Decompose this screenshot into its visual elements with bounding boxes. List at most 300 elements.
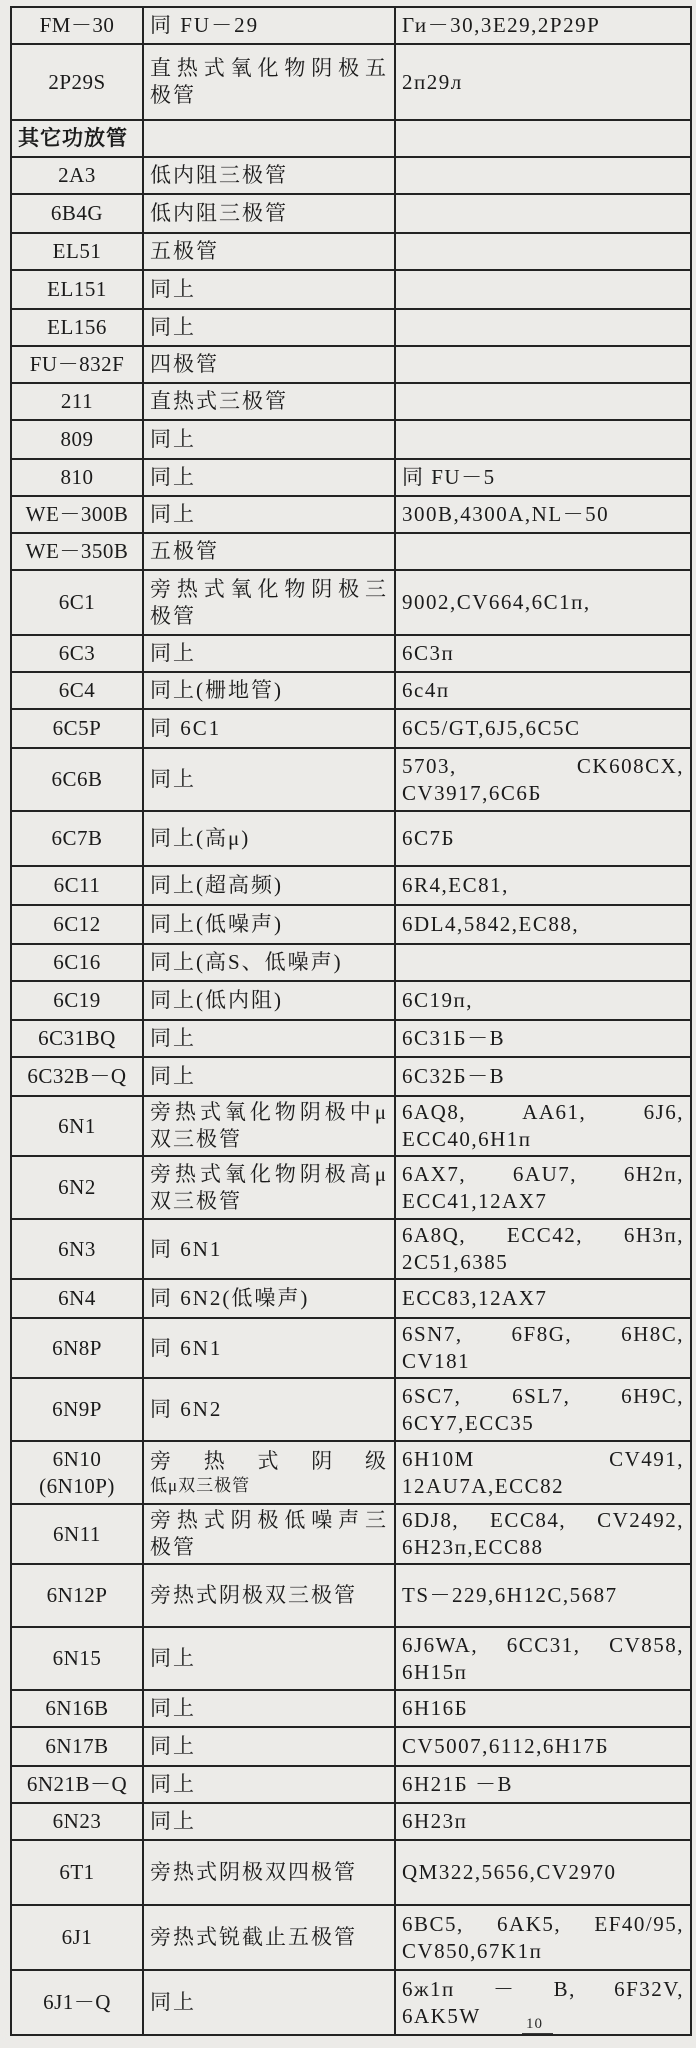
model-cell bbox=[11, 1564, 143, 1627]
model-cell bbox=[11, 270, 143, 309]
model-cell bbox=[11, 309, 143, 346]
table-row bbox=[11, 1803, 691, 1840]
equivalent-cell bbox=[395, 1564, 691, 1627]
description-text: 同上 bbox=[150, 277, 196, 301]
equivalent-cell bbox=[395, 1727, 691, 1766]
table-row bbox=[11, 748, 691, 811]
equivalent-cell bbox=[395, 7, 691, 44]
model-text: 6N21B－Q bbox=[26, 1772, 128, 1796]
model-text: 6C16 bbox=[53, 950, 101, 974]
model-cell bbox=[11, 1156, 143, 1219]
equivalent-text: 12AU7A,ECC82 bbox=[402, 1473, 565, 1498]
model-text: 6C32B－Q bbox=[27, 1064, 127, 1088]
description-cell bbox=[143, 270, 395, 309]
model-cell bbox=[11, 635, 143, 672]
model-text: 6C11 bbox=[53, 873, 101, 897]
table-row bbox=[11, 1766, 691, 1803]
model-text: FU－832F bbox=[29, 352, 125, 376]
model-cell bbox=[11, 1970, 143, 2035]
equivalent-text: QM322,5656,CV2970 bbox=[402, 1860, 617, 1884]
equivalent-text: 6AX7, 6AU7, 6H2п, bbox=[402, 1161, 684, 1186]
description-cell bbox=[143, 1504, 395, 1564]
description-cell bbox=[143, 1840, 395, 1905]
description-text: 同上(低噪声) bbox=[150, 912, 283, 936]
model-cell bbox=[11, 981, 143, 1020]
tube-table bbox=[10, 6, 692, 2036]
description-cell bbox=[143, 1905, 395, 1970]
page-number: 10 bbox=[522, 2016, 553, 2034]
table-row bbox=[11, 7, 691, 44]
model-text: 6C7B bbox=[51, 826, 103, 850]
model-cell bbox=[11, 420, 143, 459]
model-text: EL151 bbox=[47, 277, 107, 301]
description-text: 旁热式阴极低噪声三 bbox=[150, 1508, 388, 1532]
table-row bbox=[11, 1057, 691, 1096]
description-text: 同上 bbox=[150, 1734, 196, 1758]
description-text: 同上 bbox=[150, 1990, 196, 2014]
model-text: 6C1 bbox=[58, 590, 96, 614]
description-text: 同上(超高频) bbox=[150, 873, 283, 897]
description-text: 同上 bbox=[150, 1696, 196, 1720]
model-text: 6N16B bbox=[45, 1696, 109, 1720]
equivalent-text: CV5007,6112,6H17Б bbox=[402, 1734, 610, 1758]
equivalent-cell bbox=[395, 233, 691, 270]
description-text: 五极管 bbox=[150, 239, 219, 263]
model-cell bbox=[11, 1690, 143, 1727]
description-cell bbox=[143, 120, 395, 157]
equivalent-text: CV181 bbox=[402, 1349, 471, 1373]
equivalent-cell bbox=[395, 709, 691, 748]
description-text: 同上 bbox=[150, 427, 196, 451]
equivalent-cell bbox=[395, 1627, 691, 1690]
equivalent-cell bbox=[395, 905, 691, 944]
model-cell bbox=[11, 120, 143, 157]
equivalent-cell bbox=[395, 270, 691, 309]
model-text: 810 bbox=[60, 465, 94, 489]
equivalent-text: 6C31Б－B bbox=[402, 1026, 506, 1050]
description-cell bbox=[143, 44, 395, 120]
description-text: 旁热式氧化物阴极高μ bbox=[150, 1161, 388, 1186]
model-cell bbox=[11, 1504, 143, 1564]
equivalent-text: 6SC7, 6SL7, 6H9C, bbox=[402, 1383, 684, 1408]
description-text: 旁热式阴极双三极管 bbox=[150, 1583, 357, 1607]
tube-table-body bbox=[11, 7, 691, 2035]
description-text: 同上(栅地管) bbox=[150, 678, 283, 702]
description-text: 同上 bbox=[150, 465, 196, 489]
table-row bbox=[11, 1727, 691, 1766]
description-text: 同上 bbox=[150, 1646, 196, 1670]
description-cell bbox=[143, 748, 395, 811]
equivalent-text: 6SN7, 6F8G, 6H8C, bbox=[402, 1322, 684, 1346]
table-row bbox=[11, 1905, 691, 1970]
equivalent-cell bbox=[395, 981, 691, 1020]
equivalent-text: 6H16Б bbox=[402, 1696, 469, 1720]
equivalent-cell bbox=[395, 309, 691, 346]
equivalent-text: 9002,CV664,6C1п, bbox=[402, 590, 591, 614]
description-text: 同 6N1 bbox=[150, 1335, 223, 1360]
equivalent-cell bbox=[395, 1096, 691, 1156]
model-cell bbox=[11, 1441, 143, 1504]
model-text: 6N9P bbox=[52, 1397, 102, 1421]
equivalent-cell bbox=[395, 120, 691, 157]
equivalent-text: 300B,4300A,NL－50 bbox=[402, 502, 610, 526]
description-cell bbox=[143, 1627, 395, 1690]
model-text: (6N10P) bbox=[39, 1473, 115, 1498]
description-cell bbox=[143, 1727, 395, 1766]
equivalent-text: 6C7Б bbox=[402, 826, 456, 850]
description-text: 极管 bbox=[150, 1535, 196, 1559]
model-cell bbox=[11, 905, 143, 944]
equivalent-cell bbox=[395, 1441, 691, 1504]
table-row bbox=[11, 1378, 691, 1441]
model-text: 6J1－Q bbox=[43, 1990, 111, 2014]
table-row bbox=[11, 1690, 691, 1727]
description-text: 旁热式氧化物阴极中μ bbox=[150, 1100, 388, 1124]
model-cell bbox=[11, 496, 143, 533]
table-row bbox=[11, 1020, 691, 1057]
equivalent-cell bbox=[395, 1156, 691, 1219]
model-cell bbox=[11, 1727, 143, 1766]
description-cell bbox=[143, 1766, 395, 1803]
table-row bbox=[11, 533, 691, 570]
table-row bbox=[11, 309, 691, 346]
model-text: 2A3 bbox=[58, 163, 96, 187]
description-cell bbox=[143, 383, 395, 420]
table-row bbox=[11, 1504, 691, 1564]
model-text: WE－300B bbox=[25, 502, 129, 526]
description-text: 旁热式氧化物阴极三 bbox=[150, 576, 388, 601]
description-cell bbox=[143, 533, 395, 570]
equivalent-cell bbox=[395, 496, 691, 533]
model-text: 6N10 bbox=[52, 1446, 102, 1471]
model-text: 6T1 bbox=[59, 1860, 95, 1884]
description-text: 同上 bbox=[150, 1809, 196, 1833]
description-text: 同上 bbox=[150, 767, 196, 791]
equivalent-text: ECC40,6H1п bbox=[402, 1127, 532, 1151]
table-row bbox=[11, 383, 691, 420]
description-text: 极管 bbox=[150, 603, 196, 628]
model-cell bbox=[11, 1905, 143, 1970]
description-text: 五极管 bbox=[150, 539, 219, 563]
model-text: 809 bbox=[60, 427, 94, 451]
model-text: 6C3 bbox=[58, 641, 96, 665]
table-row bbox=[11, 270, 691, 309]
table-row bbox=[11, 420, 691, 459]
equivalent-text: ECC41,12AX7 bbox=[402, 1188, 548, 1213]
equivalent-cell bbox=[395, 1378, 691, 1441]
table-row bbox=[11, 1156, 691, 1219]
description-text: 同上 bbox=[150, 641, 196, 665]
model-cell bbox=[11, 811, 143, 866]
table-row bbox=[11, 1970, 691, 2035]
table-row bbox=[11, 981, 691, 1020]
model-text: 6C31BQ bbox=[38, 1026, 116, 1050]
equivalent-text: 5703, CK608CX, bbox=[402, 753, 684, 778]
equivalent-text: 6H23п,ECC88 bbox=[402, 1535, 544, 1559]
model-cell bbox=[11, 1803, 143, 1840]
equivalent-cell bbox=[395, 944, 691, 981]
model-text: 6C19 bbox=[53, 988, 101, 1012]
description-text: 同上 bbox=[150, 502, 196, 526]
equivalent-cell bbox=[395, 1318, 691, 1378]
equivalent-text: 6DJ8, ECC84, CV2492, bbox=[402, 1508, 684, 1532]
description-cell bbox=[143, 1441, 395, 1504]
equivalent-cell bbox=[395, 1504, 691, 1564]
description-cell bbox=[143, 1279, 395, 1318]
model-text: EL156 bbox=[47, 315, 107, 339]
model-text: 6N2 bbox=[58, 1175, 96, 1199]
equivalent-text: 6R4,EC81, bbox=[402, 873, 509, 897]
model-cell bbox=[11, 570, 143, 635]
equivalent-cell bbox=[395, 420, 691, 459]
description-cell bbox=[143, 1690, 395, 1727]
model-cell bbox=[11, 533, 143, 570]
equivalent-cell bbox=[395, 533, 691, 570]
table-row bbox=[11, 120, 691, 157]
equivalent-text: 6H15п bbox=[402, 1659, 468, 1684]
model-cell bbox=[11, 459, 143, 496]
model-cell bbox=[11, 1219, 143, 1279]
table-row bbox=[11, 570, 691, 635]
description-text: 旁热式锐截止五极管 bbox=[150, 1925, 357, 1949]
table-row bbox=[11, 672, 691, 709]
model-cell bbox=[11, 1627, 143, 1690]
model-cell bbox=[11, 748, 143, 811]
model-cell bbox=[11, 866, 143, 905]
equivalent-text: 6H21Б －B bbox=[402, 1772, 513, 1796]
equivalent-cell bbox=[395, 1766, 691, 1803]
model-cell bbox=[11, 157, 143, 194]
description-text: 四极管 bbox=[150, 352, 219, 376]
description-cell bbox=[143, 1803, 395, 1840]
equivalent-text: 同 FU－5 bbox=[402, 465, 496, 489]
equivalent-cell bbox=[395, 1020, 691, 1057]
equivalent-cell bbox=[395, 1803, 691, 1840]
equivalent-cell bbox=[395, 866, 691, 905]
equivalent-text: 6J6WA, 6CC31, CV858, bbox=[402, 1632, 684, 1657]
equivalent-cell bbox=[395, 1905, 691, 1970]
model-text: 6C4 bbox=[58, 678, 96, 702]
description-cell bbox=[143, 570, 395, 635]
description-cell bbox=[143, 1564, 395, 1627]
table-row bbox=[11, 459, 691, 496]
description-text: 双三极管 bbox=[150, 1127, 242, 1151]
description-text: 双三极管 bbox=[150, 1188, 242, 1213]
equivalent-cell bbox=[395, 570, 691, 635]
equivalent-text: 6C3п bbox=[402, 641, 455, 665]
model-cell bbox=[11, 346, 143, 383]
table-row bbox=[11, 1279, 691, 1318]
model-text: 211 bbox=[60, 389, 94, 413]
description-text: 同上 bbox=[150, 1026, 196, 1050]
description-cell bbox=[143, 944, 395, 981]
description-cell bbox=[143, 309, 395, 346]
description-text: 同上(高S、低噪声) bbox=[150, 950, 343, 974]
description-text: 直热式氧化物阴极五 bbox=[150, 56, 388, 80]
description-text: 极管 bbox=[150, 83, 196, 107]
table-row bbox=[11, 1564, 691, 1627]
model-cell bbox=[11, 7, 143, 44]
description-cell bbox=[143, 866, 395, 905]
model-cell bbox=[11, 194, 143, 233]
description-cell bbox=[143, 1156, 395, 1219]
model-text: 6N8P bbox=[52, 1335, 102, 1360]
equivalent-cell bbox=[395, 811, 691, 866]
table-row bbox=[11, 905, 691, 944]
model-text: 6B4G bbox=[50, 201, 104, 225]
equivalent-text: 6H10M CV491, bbox=[402, 1446, 684, 1471]
description-cell bbox=[143, 459, 395, 496]
equivalent-text: 6DL4,5842,EC88, bbox=[402, 912, 580, 936]
model-text: 6C6B bbox=[51, 767, 103, 791]
table-row bbox=[11, 1627, 691, 1690]
equivalent-cell bbox=[395, 383, 691, 420]
model-text: 6J1 bbox=[61, 1925, 93, 1949]
equivalent-text: TS－229,6H12C,5687 bbox=[402, 1583, 618, 1607]
description-cell bbox=[143, 1378, 395, 1441]
model-cell bbox=[11, 944, 143, 981]
model-text: WE－350B bbox=[25, 539, 129, 563]
description-text: 同 6C1 bbox=[150, 716, 222, 740]
equivalent-cell bbox=[395, 1219, 691, 1279]
description-text: 同 6N2(低噪声) bbox=[150, 1286, 310, 1310]
model-text: 2P29S bbox=[48, 69, 106, 94]
description-text: 同上 bbox=[150, 1064, 196, 1088]
description-text: 低内阻三极管 bbox=[150, 201, 288, 225]
equivalent-text: 6CY7,ECC35 bbox=[402, 1410, 535, 1435]
equivalent-text: 6A8Q, ECC42, 6H3п, bbox=[402, 1223, 684, 1247]
equivalent-cell bbox=[395, 157, 691, 194]
description-cell bbox=[143, 709, 395, 748]
equivalent-text: 6C5/GT,6J5,6C5C bbox=[402, 716, 581, 740]
equivalent-cell bbox=[395, 635, 691, 672]
model-text: 6C12 bbox=[53, 912, 101, 936]
description-cell bbox=[143, 1020, 395, 1057]
description-text: 直热式三极管 bbox=[150, 389, 288, 413]
equivalent-text: 6AQ8, AA61, 6J6, bbox=[402, 1100, 684, 1124]
table-row bbox=[11, 944, 691, 981]
table-row bbox=[11, 233, 691, 270]
model-text: 6N17B bbox=[45, 1734, 109, 1758]
model-cell bbox=[11, 1318, 143, 1378]
equivalent-cell bbox=[395, 1279, 691, 1318]
description-cell bbox=[143, 420, 395, 459]
description-text: 同上(高μ) bbox=[150, 826, 251, 850]
table-row bbox=[11, 866, 691, 905]
description-text: 同上(低内阻) bbox=[150, 988, 283, 1012]
table-row bbox=[11, 157, 691, 194]
model-cell bbox=[11, 1840, 143, 1905]
model-cell bbox=[11, 1279, 143, 1318]
equivalent-text: 6H23п bbox=[402, 1809, 468, 1833]
description-cell bbox=[143, 346, 395, 383]
model-cell bbox=[11, 233, 143, 270]
model-text: 6C5P bbox=[52, 716, 102, 740]
model-text: 6N23 bbox=[52, 1809, 102, 1833]
model-cell bbox=[11, 383, 143, 420]
equivalent-cell bbox=[395, 346, 691, 383]
description-cell bbox=[143, 905, 395, 944]
description-text: 同 6N2 bbox=[150, 1397, 223, 1421]
equivalent-text: 6C19п, bbox=[402, 988, 473, 1012]
model-cell bbox=[11, 1096, 143, 1156]
model-cell bbox=[11, 672, 143, 709]
description-cell bbox=[143, 1057, 395, 1096]
description-cell bbox=[143, 1096, 395, 1156]
equivalent-cell bbox=[395, 1840, 691, 1905]
equivalent-cell bbox=[395, 748, 691, 811]
model-cell bbox=[11, 1766, 143, 1803]
table-row bbox=[11, 44, 691, 120]
description-text: 同上 bbox=[150, 1772, 196, 1796]
description-cell bbox=[143, 635, 395, 672]
model-cell bbox=[11, 44, 143, 120]
model-cell bbox=[11, 1057, 143, 1096]
description-cell bbox=[143, 233, 395, 270]
model-text: 6N15 bbox=[52, 1646, 102, 1670]
table-row bbox=[11, 194, 691, 233]
description-cell bbox=[143, 1318, 395, 1378]
table-row bbox=[11, 1219, 691, 1279]
equivalent-text: 2п29л bbox=[402, 69, 463, 94]
equivalent-text: 6C32Б－B bbox=[402, 1064, 506, 1088]
equivalent-cell bbox=[395, 1690, 691, 1727]
model-cell bbox=[11, 709, 143, 748]
description-text: 旁热式阴极双四极管 bbox=[150, 1860, 357, 1884]
model-text: 6N3 bbox=[58, 1236, 96, 1261]
equivalent-cell bbox=[395, 459, 691, 496]
equivalent-cell bbox=[395, 44, 691, 120]
equivalent-cell bbox=[395, 1057, 691, 1096]
equivalent-text: CV850,67K1п bbox=[402, 1938, 543, 1963]
description-cell bbox=[143, 1219, 395, 1279]
model-cell bbox=[11, 1378, 143, 1441]
description-cell bbox=[143, 194, 395, 233]
description-text: 同 FU－29 bbox=[150, 13, 260, 37]
description-text: 同 6N1 bbox=[150, 1236, 223, 1261]
description-text: 同上 bbox=[150, 315, 196, 339]
description-cell bbox=[143, 981, 395, 1020]
equivalent-text: 6AK5W bbox=[402, 2003, 481, 2028]
table-row bbox=[11, 811, 691, 866]
table-row bbox=[11, 709, 691, 748]
equivalent-text: 6BC5, 6AK5, EF40/95, bbox=[402, 1911, 684, 1936]
description-text: 旁热式阴级 bbox=[150, 1449, 388, 1473]
equivalent-text: 6ж1п － B, 6F32V, bbox=[402, 1976, 684, 2001]
equivalent-text: 6c4п bbox=[402, 678, 450, 702]
equivalent-text: ECC83,12AX7 bbox=[402, 1286, 548, 1310]
description-cell bbox=[143, 157, 395, 194]
model-text: 6N12P bbox=[46, 1583, 108, 1607]
table-row bbox=[11, 1096, 691, 1156]
model-text: FM－30 bbox=[39, 13, 115, 37]
equivalent-text: CV3917,6C6Б bbox=[402, 780, 542, 805]
table-row bbox=[11, 346, 691, 383]
equivalent-text: 2C51,6385 bbox=[402, 1250, 509, 1274]
model-text: EL51 bbox=[52, 239, 102, 263]
table-row bbox=[11, 1840, 691, 1905]
equivalent-cell bbox=[395, 194, 691, 233]
equivalent-cell bbox=[395, 672, 691, 709]
model-text: 其它功放管 bbox=[18, 126, 128, 150]
description-text: 低内阻三极管 bbox=[150, 163, 288, 187]
description-text: 低μ双三极管 bbox=[150, 1476, 251, 1495]
description-cell bbox=[143, 7, 395, 44]
table-row bbox=[11, 1441, 691, 1504]
description-cell bbox=[143, 811, 395, 866]
model-cell bbox=[11, 1020, 143, 1057]
model-text: 6N4 bbox=[58, 1286, 96, 1310]
